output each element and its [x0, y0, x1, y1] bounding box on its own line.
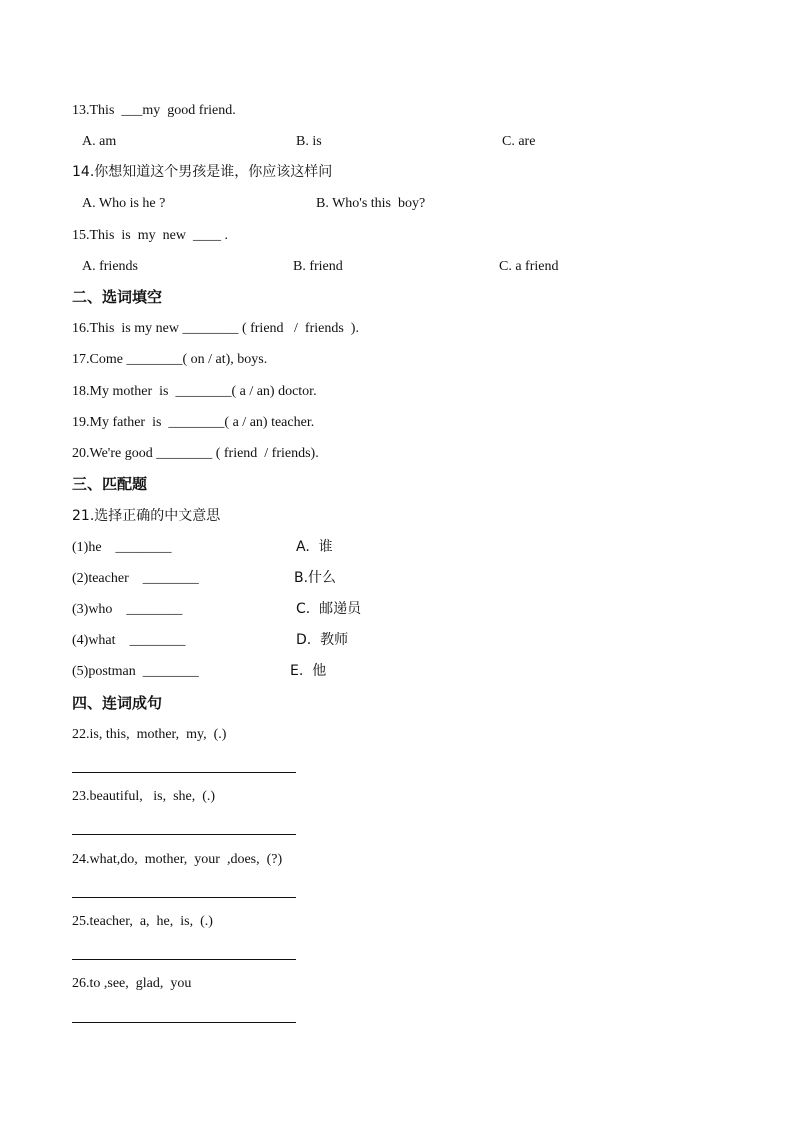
match-right-c: C. 邮递员: [296, 601, 362, 617]
answer-line-24[interactable]: [72, 897, 296, 898]
question-22: 22.is, this, mother, my, (.): [72, 727, 227, 742]
q13-option-a: A. am: [82, 134, 117, 149]
match-right-e: E. 他: [290, 663, 327, 679]
match-right-b: B.什么: [294, 570, 337, 586]
answer-line-23[interactable]: [72, 834, 296, 835]
question-19: 19.My father is ________( a / an) teacher.: [72, 415, 315, 430]
answer-line-22[interactable]: [72, 772, 296, 773]
question-23: 23.beautiful, is, she, (.): [72, 789, 216, 804]
section-4-heading: 四、连词成句: [72, 694, 163, 712]
answer-line-25[interactable]: [72, 959, 296, 960]
match-right-d: D. 教师: [296, 632, 349, 648]
question-13-stem: 13.This ___my good friend.: [72, 103, 236, 118]
q13-option-b: B. is: [296, 134, 322, 149]
question-21-stem: 21.选择正确的中文意思: [72, 508, 221, 524]
question-16: 16.This is my new ________ ( friend / friends ).: [72, 321, 359, 336]
question-17: 17.Come ________( on / at), boys.: [72, 352, 268, 367]
question-25: 25.teacher, a, he, is, (.): [72, 914, 213, 929]
q14-option-a: A. Who is he ?: [82, 196, 166, 211]
match-left-3: (3)who ________: [72, 602, 183, 617]
q15-option-a: A. friends: [82, 259, 138, 274]
answer-line-26[interactable]: [72, 1022, 296, 1023]
question-15-stem: 15.This is my new ____ .: [72, 228, 228, 243]
section-3-heading: 三、匹配题: [72, 475, 148, 493]
question-14-stem: 14.你想知道这个男孩是谁，你应该这样问: [72, 164, 333, 180]
q14-option-b: B. Who's this boy?: [316, 196, 426, 211]
question-20: 20.We're good ________ ( friend / friends).: [72, 446, 319, 461]
match-left-2: (2)teacher ________: [72, 571, 199, 586]
match-left-1: (1)he ________: [72, 540, 172, 555]
match-left-4: (4)what ________: [72, 633, 186, 648]
q13-option-c: C. are: [502, 134, 536, 149]
match-right-a: A. 谁: [296, 539, 333, 555]
q15-option-c: C. a friend: [499, 259, 559, 274]
q15-option-b: B. friend: [293, 259, 343, 274]
section-2-heading: 二、选词填空: [72, 288, 163, 306]
match-left-5: (5)postman ________: [72, 664, 199, 679]
question-24: 24.what,do, mother, your ,does, (?): [72, 852, 283, 867]
question-26: 26.to ,see, glad, you: [72, 976, 192, 991]
question-18: 18.My mother is ________( a / an) doctor.: [72, 384, 317, 399]
